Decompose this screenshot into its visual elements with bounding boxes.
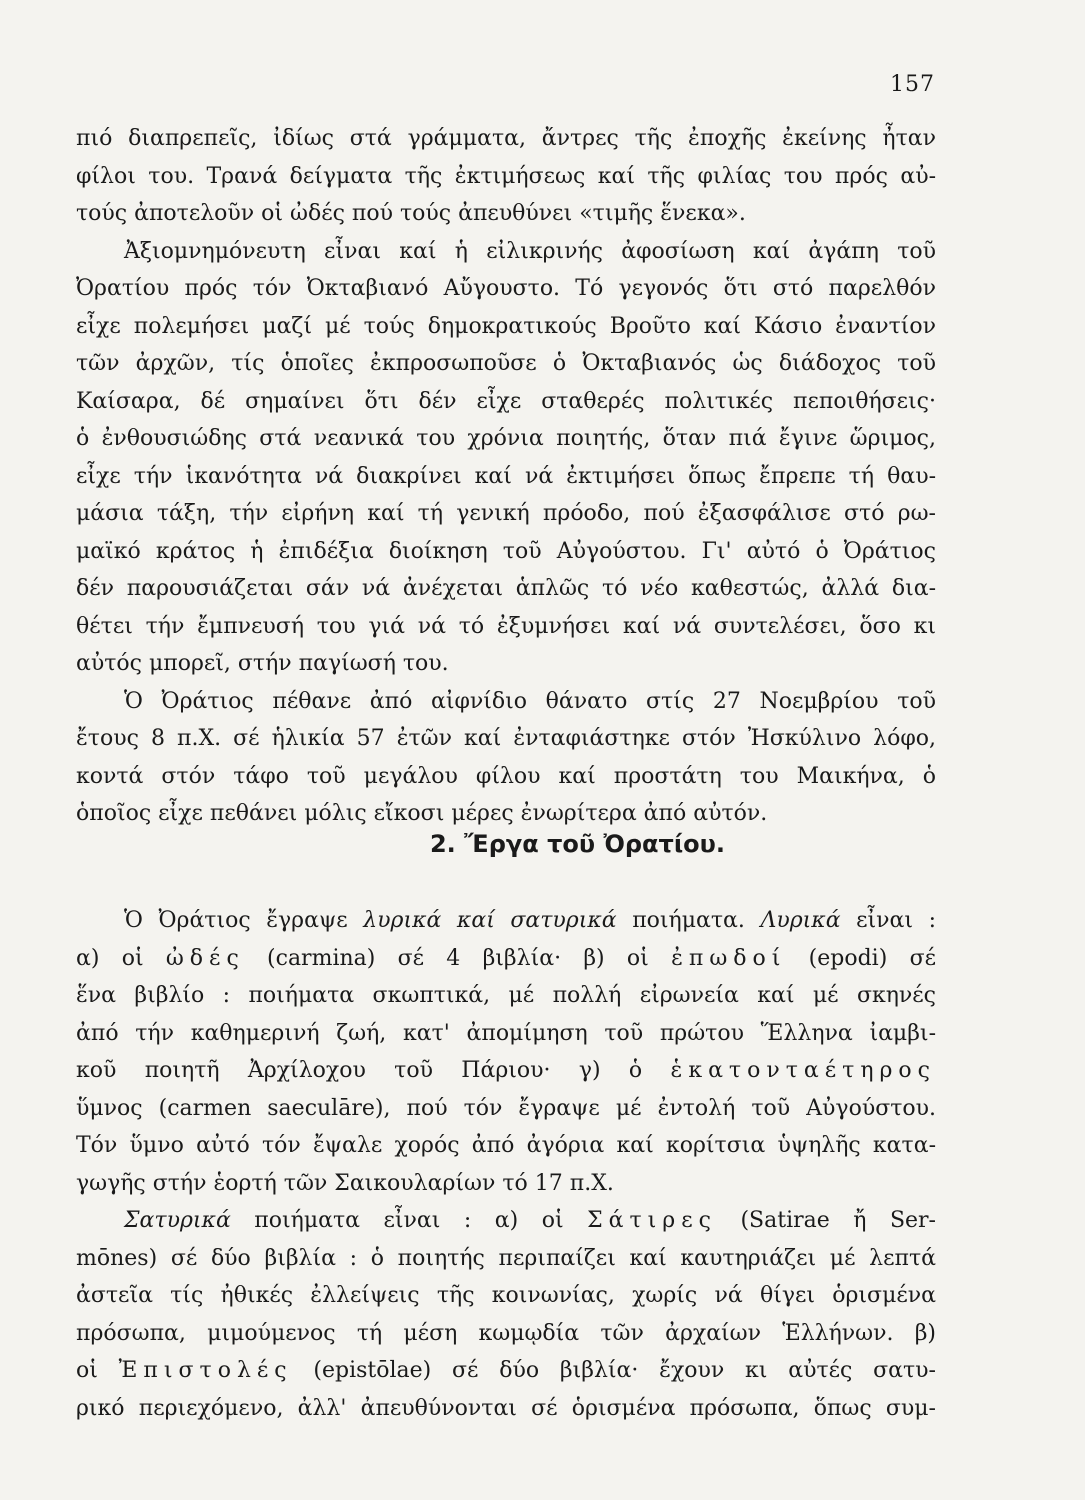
text-line: ἕνα βιβλίο : ποιήματα σκωπτικά, μέ πολλή εἰρωνεία καί μέ σκηνές — [76, 983, 936, 1008]
text-line: κοντά στόν τάφο τοῦ μεγάλου φίλου καί προστάτη του Μαικήνα, ὁ — [76, 763, 936, 789]
text-line: εἶχε πολεμήσει μαζί μέ τούς δημοκρατικούς Βροῦτο καί Κάσιο ἐναντίον — [76, 313, 936, 339]
text-line: Ὁ Ὀράτιος ἔγραψε λυρικά καί σατυρικά ποιήματα. Λυρικά εἶναι : — [124, 908, 936, 933]
text-line: ὁποῖος εἶχε πεθάνει μόλις εἴκοσι μέρες ἐνωρίτερα ἀπό αὐτόν. — [76, 801, 768, 826]
text-line: φίλοι του. Τρανά δείγματα τῆς ἐκτιμήσεως καί τῆς φιλίας του πρός αὐ- — [76, 163, 936, 189]
text-line: πρόσωπα, μιμούμενος τή μέση κωμῳδία τῶν ἀρχαίων Ἑλλήνων. β) — [76, 1320, 936, 1346]
text-line: εἶχε τήν ἱκανότητα νά διακρίνει καί νά ἐκτιμήσει ὅπως ἔπρεπε τή θαυ- — [76, 463, 936, 489]
text-line: mōnes) σέ δύο βιβλία : ὁ ποιητής περιπαίζει καί καυτηριάζει μέ λεπτά — [76, 1245, 936, 1271]
text-line: οἱ Ἐπιστολές (epistōlae) σέ δύο βιβλία· ἔχουν κι αὐτές σατυ- — [76, 1358, 936, 1383]
section-1-text — [76, 120, 936, 833]
text-line: ὕμνος (carmen saeculāre), πού τόν ἔγραψε μέ ἐντολή τοῦ Αὐγούστου. — [76, 1095, 936, 1121]
text-line: τῶν ἀρχῶν, τίς ὁποῖες ἐκπροσωποῦσε ὁ Ὀκταβιανός ὡς διάδοχος τοῦ — [76, 351, 936, 376]
text-line: ἀστεῖα τίς ἠθικές ἐλλείψεις τῆς κοινωνίας, χωρίς νά θίγει ὁρισμένα — [76, 1283, 936, 1308]
section-2-text — [76, 902, 936, 1427]
section-heading: 2. Ἔργα τοῦ Ὀρατίου. — [429, 830, 725, 858]
text-line: αὐτός μπορεῖ, στήν παγίωσή του. — [76, 651, 449, 676]
text-line: ἀπό τήν καθημερινή ζωή, κατ' ἀπομίμηση τοῦ πρώτου Ἕλληνα ἰαμβι- — [76, 1020, 936, 1046]
text-line: Τόν ὕμνο αὐτό τόν ἔψαλε χορός ἀπό ἀγόρια καί κορίτσια ὑψηλῆς κατα- — [76, 1133, 936, 1158]
text-line: Ὀρατίου πρός τόν Ὀκταβιανό Αὔγουστο. Τό γεγονός ὅτι στό παρελθόν — [76, 276, 936, 301]
text-line: Ἀξιομνημόνευτη εἶναι καί ἡ εἰλικρινής ἀφοσίωση καί ἀγάπη τοῦ — [124, 238, 936, 264]
text-line: α) οἱ ὠδές (carmina) σέ 4 βιβλία· β) οἱ ἐπωδοί (epodi) σέ — [76, 945, 936, 971]
text-line: μάσια τάξη, τήν εἰρήνη καί τή γενική πρόοδο, πού ἐξασφάλισε στό ρω- — [76, 501, 936, 526]
text-line: γωγῆς στήν ἑορτή τῶν Σαικουλαρίων τό 17 π.Χ. — [76, 1170, 614, 1196]
text-line: μαϊκό κράτος ἡ ἐπιδέξια διοίκηση τοῦ Αὐγούστου. Γι' αὐτό ὁ Ὀράτιος — [76, 538, 936, 564]
text-line: ὁ ἐνθουσιώδης στά νεανικά του χρόνια ποιητής, ὅταν πιά ἔγινε ὥριμος, — [76, 426, 936, 451]
text-line: ρικό περιεχόμενο, ἀλλ' ἀπευθύνονται σέ ὁρισμένα πρόσωπα, ὅπως συμ- — [76, 1395, 936, 1421]
text-line: δέν παρουσιάζεται σάν νά ἀνέχεται ἁπλῶς τό νέο καθεστώς, ἀλλά δια- — [76, 576, 936, 601]
text-line: ἔτους 8 π.Χ. σέ ἡλικία 57 ἐτῶν καί ἐνταφιάστηκε στόν Ἠσκύλινο λόφο, — [76, 726, 936, 751]
page-number: 157 — [890, 72, 935, 97]
text-line: κοῦ ποιητῆ Ἀρχίλοχου τοῦ Πάριου· γ) ὁ ἑκατονταέτηρος — [76, 1058, 936, 1083]
text-line: τούς ἀποτελοῦν οἱ ὠδές πού τούς ἀπευθύνει «τιμῆς ἕνεκα». — [76, 201, 746, 226]
text-line: θέτει τήν ἔμπνευσή του γιά νά τό ἐξυμνήσει καί νά συντελέσει, ὅσο κι — [76, 613, 936, 639]
text-line: Ὁ Ὀράτιος πέθανε ἀπό αἰφνίδιο θάνατο στίς 27 Νοεμβρίου τοῦ — [124, 688, 936, 714]
text-line: πιό διαπρεπεῖς, ἰδίως στά γράμματα, ἄντρες τῆς ἐποχῆς ἐκείνης ἦταν — [76, 126, 936, 151]
text-line: Καίσαρα, δέ σημαίνει ὅτι δέν εἶχε σταθερές πολιτικές πεποιθήσεις· — [76, 388, 936, 414]
text-line: Σατυρικά ποιήματα εἶναι : α) οἱ Σάτιρες (Satirae ἤ Ser- — [124, 1208, 936, 1233]
